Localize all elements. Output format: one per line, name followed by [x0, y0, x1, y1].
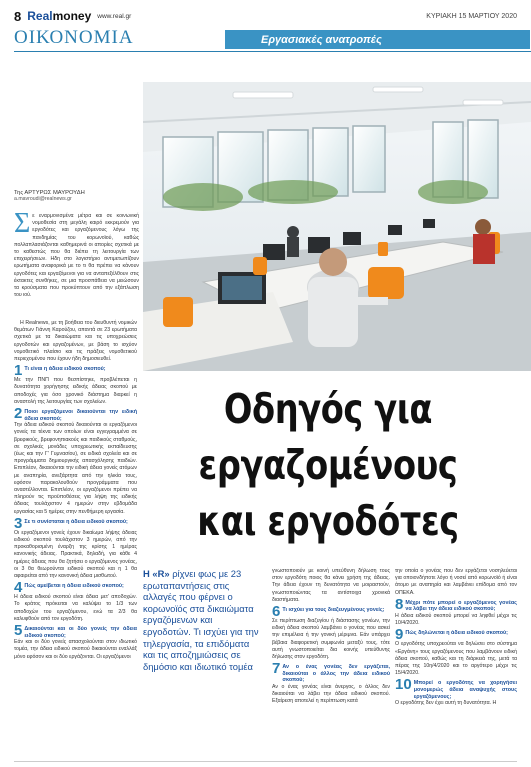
qa-item: [395, 595, 517, 613]
column-1: [14, 320, 137, 662]
qa-answer: Οι εργαζόμενοι γονείς έχουν δικαίωμα λήψης άδειας ειδικού σκοπού τουλάχιστον 3 ημερών, από την προκαθορισμένη έναρξη της κρίσης 1 ημέρας κανονικής άδειας. Πρακτικά, δηλαδή, για κάθε 4 ημέρες άδειας που θα ζητήσει ο εργαζόμενος γονέας, οι 3 θα θεωρούνται ειδικού σκοπού και η 1 θα αφαιρείται από την κανονική άδεια μισθωτού.: [14, 529, 137, 580]
qa-number: 10: [395, 676, 412, 694]
intro-paragraph-1: ε εναρμονισμένα μέτρα και σε κοινωνική νομοθεσία στη μεγάλη καιρό εκκρεμούν για εργοδότες και εργαζόμενους λόγω της πανδημίας του κορωνοϊού, καθώς πολλαπλασιάζονται καθημερινά οι απορίες σχετικά με το καθεστώς που θα διέπει τη λειτουργία των επιχειρήσεων. Ηδη στο λογιστήριο αντιμετωπίζουν ερωτήματα αναφορικά με το τι θα πρέπει να κάνουν εργοδότες και εργαζόμενοι για να ανταπεξέλθουν στις έκτακτες συνθήκες, σε μια προσπάθεια να μειώσουν τα κρούσματα που προκύπτουν από την εξάπλωση του ιού.: [14, 213, 139, 299]
qa-answer: Σε περίπτωση διαζυγίου ή διάστασης γονέων, την ειδική άδεια σκοπού λαμβάνει ο γονέας που ασκεί την επιμέλεια ή την γονική μέριμνα. Εάν υπάρχει βέβαια διαφορετική συμφωνία μεταξύ τους, τότε αυτή γνωστοποιείται δια κοινής υπεύθυνης δήλωσης στον εργοδότη.: [272, 618, 390, 661]
issue-date: ΚΥΡΙΑΚΗ 15 ΜΑΡΤΙΟΥ 2020: [426, 12, 517, 20]
section-tag: Εργασιακές ανατροπές: [225, 30, 530, 49]
qa-answer: Ο εργοδότης υποχρεούται να δηλώσει στο σύστημα «Εργάνη» τους εργαζόμενους που λαμβάνουν ειδική άδεια σκοπού, καθώς και τη διάρκειά της, μετά τα πέρας της 10η/4/2020 και το αργότερο μέχρι τις 15/4/2020.: [395, 641, 517, 677]
intro-paragraph-2: Η Realnews, με τη βοήθεια του διευθυντή νομικών θεμάτων Γιάννη Καρούζου, απαντά σε 23 ερωτήματα σχετικά με τα δικαιώματα και τις υποχρεώσεις εργοδοτών και εργαζομένων, με βάση το ισχύον νομοθετικό πλαίσιο και τις πράξεις νομοθετικού περιεχομένου που έχουν ήδη δημοσιευθεί.: [14, 320, 137, 363]
lead-text: [143, 568, 260, 672]
qa-number: 7: [272, 660, 281, 678]
qa-item: [14, 362, 137, 380]
qa-item: [14, 514, 137, 532]
qa-answer: Αν ο ένας γονέας είναι άνεργος, ο άλλος δεν δικαιούται να λάβει την άδεια ειδικού σκοπού. Εξαίρεση αποτελεί η περίπτωση κατά: [272, 684, 390, 705]
headline-box: [140, 377, 516, 552]
qa-question: Ποιοι εργαζόμενοι δικαιούνται την ειδική άδεια σκοπού;: [24, 409, 137, 422]
qa-question: Δικαιούνται και οι δύο γονείς την άδεια ειδικού σκοπού;: [24, 626, 137, 639]
qa-question: Σε τι συνίσταται η άδεια ειδικού σκοπού;: [24, 518, 128, 525]
qa-answer: Η άδεια ειδικού σκοπού είναι άδεια μετ' αποδοχών. Το κράτος πρόκειται να καλύψει το 1/3 των αποδοχών του εργαζόμενου, ενώ τα 2/3 θα καλυφθούν από τον εργοδότη.: [14, 594, 137, 622]
col4-lead: την οποία ο γονέας που δεν εργάζεται νοσηλεύεται για οποιονδήποτε λόγο ή νοσεί από κορωνοϊό ή είναι άτομο με αναπηρία και λαμβάνει επίδομα από τον ΟΠΕΚΑ.: [395, 568, 517, 596]
qa-question: Τι ισχύει για τους διαζευγμένους γονείς;: [282, 607, 385, 614]
qa-item: [14, 579, 137, 597]
qa-number: 3: [14, 514, 23, 532]
author-email[interactable]: a.mavroudi@realnews.gr: [14, 196, 72, 202]
column-4: [395, 568, 517, 708]
qa-question: Πώς δηλώνεται η άδεια ειδικού σκοπού;: [405, 630, 508, 637]
qa-question: Τι είναι η άδεια ειδικού σκοπού;: [24, 366, 106, 373]
qa-answer: Την άδεια ειδικού σκοπού δικαιούνται οι εργαζόμενοι γονείς τα τέκνα των οποίων είναι εγγεγραμμένα σε βρεφικούς, βρεφονηπιακούς και παιδικούς σταθμούς, σε σχολικές μονάδες υποχρεωτικής εκπαίδευσης (έως και την Γ' Γυμνασίου), σε ειδικά σχολεία και σε προγράμματα δημιουργικής απασχόλησης παιδιών. Επιπλέον, δικαιούνται την ειδική άδεια γονείς ατόμων με αναπηρία, ανεξάρτητα από την ηλικία τους, εφόσον παρακολουθούν προγράμματα που αναστέλλονται. Επιπλέον, οι εργαζόμενοι πρέπει να πληρούν τις προϋποθέσεις για λήψη της ειδικής άδειας τουλάχιστον 4 ημερών στην εβδομάδα εργασίας και 5 ημέρες στην πενθήμερη εργασία.: [14, 422, 137, 515]
author-name: Της ΑΡΤΥΡΩΣ ΜΑΥΡΟΥΔΗ: [14, 190, 85, 196]
byline: [14, 190, 134, 202]
qa-item: [14, 405, 137, 423]
headline: [174, 377, 482, 549]
lead-brand: Η «R»: [143, 568, 170, 579]
qa-question: Μέχρι πότε μπορεί ο εργαζόμενος γονέας να λάβει την άδεια ειδικού σκοπού;: [405, 599, 517, 613]
qa-question: Αν ο ένας γονέας δεν εργάζεται, δικαιούται ο άλλος την άδεια ειδικού σκοπού;: [282, 664, 390, 684]
qa-number: 4: [14, 579, 23, 597]
qa-answer: Με την ΠΝΠ που θεσπίστηκε, προβλέπεται η δυνατότητα χορήγησης ειδικής άδειας σκοπού με αποδοχές για όσο χρονικό διάστημα διαρκεί η αναστολή της λειτουργίας των σχολείων.: [14, 377, 137, 405]
qa-number: 1: [14, 362, 23, 380]
col3-lead: γνωστοποιούν με κοινή υπεύθυνη δήλωση τους στον εργοδότη ποιος θα κάνει χρήση της άδειας. Την άδεια έχουν τη δυνατότητα να μοιραστούν, γνωστοποιώντας τα αντίστοιχα χρονικά διαστήματα.: [272, 568, 390, 603]
headline-line-1: Οδηγός για: [223, 385, 433, 433]
qa-item: [272, 603, 390, 621]
qa-item: [395, 626, 517, 644]
qa-question: Μπορεί ο εργοδότης να χορηγήσει μονομερώς άδεια αναψυχής στους εργαζόμενους;: [413, 680, 517, 700]
drop-cap: Σ: [14, 208, 31, 239]
qa-answer: Εάν και οι δύο γονείς απασχολούνται στον ιδιωτικό τομέα, την άδεια ειδικού σκοπού δικαιούνται εναλλάξ μόνο εφόσον και οι δύο εργάζονται. Οι εργαζόμενοι: [14, 639, 137, 660]
lead-body: ρίχνει φως με 23 ερωταπαντήσεις στις αλλαγές που φέρνει ο κορωνοϊός στα δικαιώματα εργαζόμενων και εργοδοτών. Τι ισχύει για την τηλεργασία, τα επιδόματα και τις αποζημιώσεις σε δημόσιο και ιδιωτικό τομέα: [143, 568, 259, 672]
qa-answer: Η άδεια ειδικού σκοπού μπορεί να ληφθεί μέχρι τις 10/4/2020.: [395, 613, 517, 627]
qa-number: 8: [395, 595, 404, 613]
qa-answer: Ο εργοδότης δεν έχει αυτή τη δυνατότητα. Η: [395, 700, 497, 707]
office-photo: [143, 82, 531, 371]
qa-item: [272, 660, 390, 684]
qa-number: 5: [14, 622, 23, 640]
column-3: [272, 568, 390, 707]
headline-line-2: εργαζομένους: [198, 441, 458, 489]
site-url: www.real.gr: [97, 12, 132, 20]
brand-logo: Realmoney: [27, 9, 92, 23]
footer-divider: [14, 761, 517, 762]
qa-number: 9: [395, 626, 404, 644]
qa-item: [395, 676, 517, 700]
headline-line-3: και εργοδότες: [197, 497, 459, 545]
qa-number: 2: [14, 405, 23, 423]
section-title: ΟΙΚΟΝΟΜΙΑ: [14, 27, 134, 48]
qa-item: [14, 622, 137, 640]
header-divider: [14, 51, 531, 52]
qa-question: Πώς αμείβεται η άδεια ειδικού σκοπού;: [24, 583, 124, 590]
page-number: 8: [14, 8, 22, 24]
qa-number: 6: [272, 603, 281, 621]
page-header: [14, 8, 517, 24]
intro-text: [14, 208, 139, 300]
